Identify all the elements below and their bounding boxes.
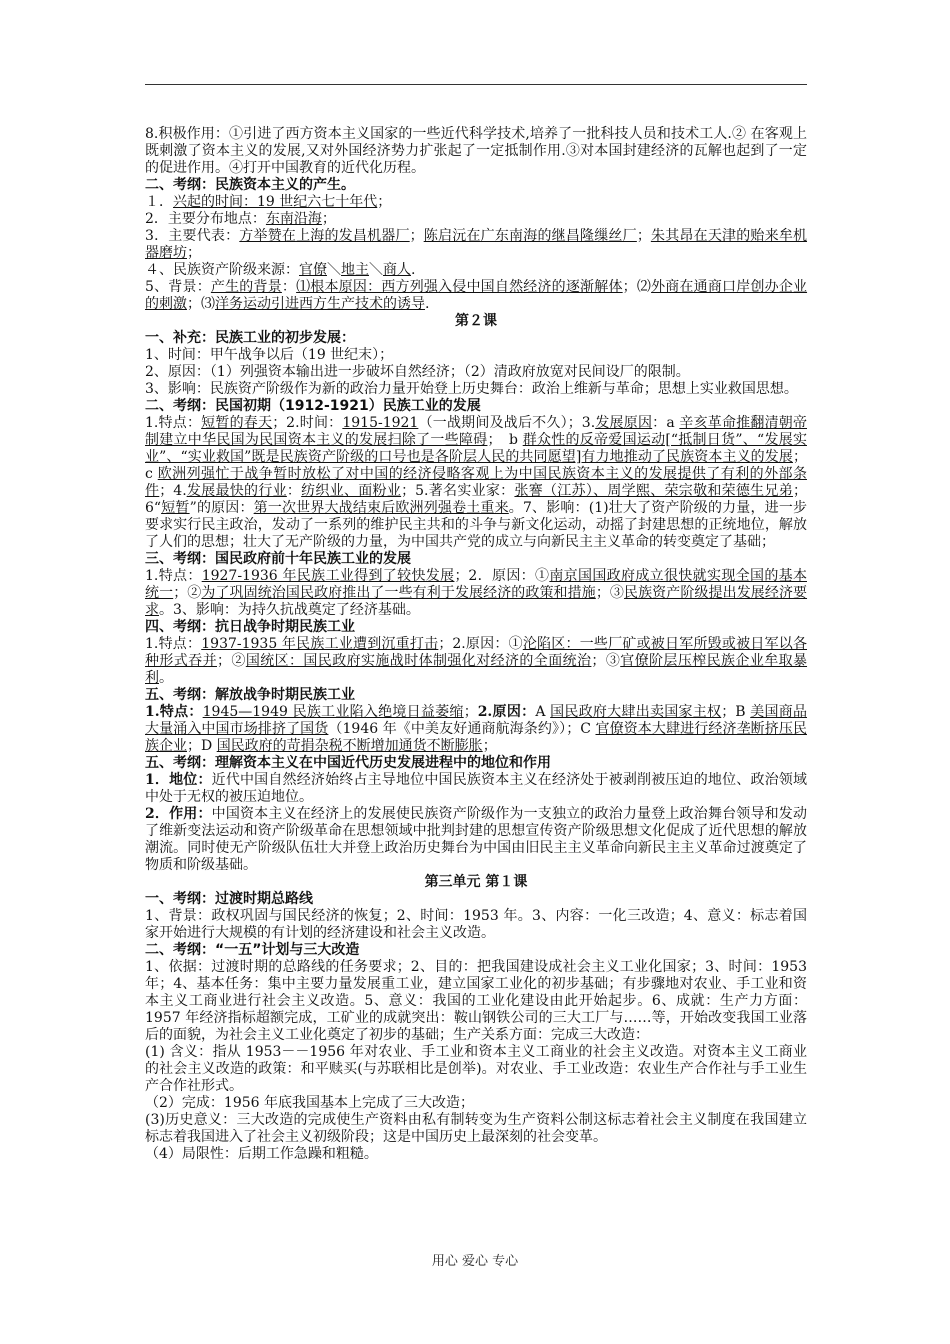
text-run: 二、考纲：民国初期（1912-1921）民族工业的发展 (145, 398, 481, 414)
text-run: 。3、影响：为持久抗战奠定了经济基础。 (159, 602, 420, 618)
text-run: （2）完成：1956 年底我国基本上完成了三大改造； (145, 1095, 474, 1111)
lesson-title (145, 313, 807, 330)
text-run: １． (145, 194, 173, 210)
text-run: 三、考纲：国民政府前十年民族工业的发展 (145, 551, 411, 567)
text-run: 国民政府的苛捐杂税不断增加通货不断膨胀 (216, 738, 483, 754)
text-run: 四、考纲：抗日战争时期民族工业 (145, 619, 355, 635)
text-run: 方举赞在上海的发昌机器厂 (239, 228, 410, 244)
text-run: 2．作用： (145, 806, 212, 822)
text-run: 朱其昂在天津的贻来牟机器磨坊 (145, 228, 808, 261)
text-run: . (425, 296, 430, 312)
text-run: ； (187, 245, 201, 261)
text-run: ＼ (369, 262, 383, 278)
text-run: (3)历史意义：三大改造的完成使生产资料由私有制转变为生产资料公制这标志着社会主义制度在我国建立标志着我国进入了社会主义初级阶段；这是中国历史上最深刻的社会变革。 (145, 1112, 807, 1145)
section-heading (145, 619, 807, 636)
section-heading (145, 687, 807, 704)
text-run: ； (482, 738, 497, 754)
text-run: 官僚资本大肆进行经济垄断挤压民族企业 (145, 721, 807, 754)
text-run: 1945—1949 民族工业陷入绝境日益萎缩 (202, 704, 464, 720)
text-run: ；2.时间： (272, 415, 343, 431)
text-run: ： (281, 279, 297, 295)
section-heading (145, 891, 807, 908)
text-run: ：a (652, 415, 680, 431)
text-run: ；c (145, 449, 807, 482)
text-run: 国统区：国民政府实施战时体制强化对经济的全面统治 (245, 653, 592, 669)
text-run: 五、考纲：解放战争时期民族工业 (145, 687, 355, 703)
text-run: ；D (187, 738, 217, 754)
text-run: 1.特点： (145, 568, 202, 584)
paragraph (145, 1146, 807, 1163)
paragraph (145, 279, 807, 313)
text-run: 美国商品大量涌入中国市场排挤了国货 (145, 704, 808, 737)
paragraph (145, 228, 807, 262)
text-run: 1．地位： (145, 772, 212, 788)
text-run: (1) 含义：指从 1953－－1956 年对农业、手工业和资本主义工商业的社会主义改造。对资本主义工商业的社会主义改造的政策：和平赎买(与苏联相比是创举)。对农业、手工业改造：农业生产合作社与手工业生产合作社形式。 (145, 1044, 807, 1094)
text-run: 为了巩固统治国民政府推出了一些有利于发展经济的政策和措施 (201, 585, 596, 601)
text-run: 东南沿海 (265, 211, 322, 227)
text-run: 1.特点： (145, 415, 202, 431)
text-run: 欧洲列强忙于战争暂时放松了对中国的经济侵略客观上为中国民族资本主义的发展提供了有利的外部条件 (145, 466, 807, 499)
paragraph (145, 194, 807, 211)
section-heading (145, 942, 807, 959)
paragraph (145, 772, 807, 806)
section-heading (145, 330, 807, 347)
page-footer: 用心 爱心 专心 (431, 1254, 519, 1269)
paragraph (145, 347, 807, 364)
paragraph (145, 415, 807, 551)
text-run: 陈启沅在广东南海的继昌隆缫丝厂 (423, 228, 637, 244)
text-run: ；⑵ (622, 279, 652, 295)
text-run: 。 (159, 670, 173, 686)
text-run: 五、考纲：理解资本主义在中国近代历史发展进程中的地位和作用 (145, 755, 551, 771)
text-run: 发展最快的行业 (186, 483, 287, 499)
section-heading (145, 177, 807, 194)
text-run: . (411, 262, 416, 278)
text-run: 1937-1935 年民族工业遭到沉重打击 (201, 636, 439, 652)
text-run: ；2．原因：① (454, 568, 550, 584)
paragraph (145, 262, 807, 279)
text-run: 张謇（江苏）、周学熙、荣宗敬和荣德生兄弟 (514, 483, 794, 499)
text-run: 南京国国政府成立很快就实现全国的基本统一 (145, 568, 807, 601)
text-run: ： (286, 483, 302, 499)
text-run: 兴起的时间： (173, 194, 257, 210)
text-run: ； (463, 704, 478, 720)
text-run: 商人 (383, 262, 411, 278)
paragraph (145, 636, 807, 687)
text-run: 8.积极作用：①引进了西方资本主义国家的一些近代科学技术,培养了一批科技人员和技术工人.② 在客观上既刺激了资本主义的发展,又对外国经济势力扩张起了一定抵制作用.③对本国封建经济的瓦解也起到了一定的促进作用。④打开中国教育的近代化历程。 (145, 126, 807, 176)
text-run: ；2.原因：① (438, 636, 523, 652)
text-run: ；6“ (145, 483, 808, 516)
text-run: 2、原因：（1）列强资本输出进一步破坏自然经济；（2）清政府放宽对民间设厂的限制。 (145, 364, 690, 380)
paragraph (145, 568, 807, 619)
text-run: 国民政府大肆出卖国家主权 (550, 704, 722, 720)
text-run: 短暂 (161, 500, 190, 516)
text-run: 一、考纲：过渡时期总路线 (145, 891, 313, 907)
text-run: A (535, 704, 551, 720)
text-run: 二、考纲：民族资本主义的产生。 (145, 177, 355, 193)
text-run: 外商在通商口岸创办企业的刺激 (145, 279, 808, 312)
text-run: 中国资本主义在经济上的发展使民族资产阶级作为一支独立的政治力量登上政治舞台领导和发动了维新变法运动和资产阶级革命在思想领域中批判封建的思想宣传资产阶级思想文化促成了近代思想的解放潮流。同时使无产阶级队伍壮大并登上政治历史舞台为中国由旧民主主义革命向新民主主义革命过渡奠定了物质和阶级基础。 (145, 806, 807, 873)
text-run: （一战期间及战后不久）；3. (418, 415, 596, 431)
text-run: ； (321, 211, 336, 227)
paragraph (145, 806, 807, 874)
text-run: 2.原因： (477, 704, 536, 720)
text-run: 1927-1936 年民族工业得到了较快发展 (201, 568, 455, 584)
paragraph (145, 704, 807, 755)
text-run: 第一次世界大战结束后欧洲列强卷土重来 (253, 500, 509, 516)
paragraph (145, 1112, 807, 1146)
text-run: 3、影响：民族资产阶级作为新的政治力量开始登上历史舞台：政治上维新与革命；思想上实业救国思想。 (145, 381, 798, 397)
text-run: ；③ (595, 585, 624, 601)
paragraph (145, 1044, 807, 1095)
header-rule (145, 84, 807, 85)
text-run: 3．主要代表： (145, 228, 240, 244)
section-heading (145, 755, 807, 772)
text-run: 1.特点： (145, 704, 203, 720)
section-heading (145, 398, 807, 415)
text-run: 洋务运动引进西方生产技术的诱导 (215, 296, 425, 312)
text-run: ；B (721, 704, 751, 720)
text-run: 民族资产阶级提出发展经济要求 (145, 585, 808, 618)
text-run: （1946 年《中美友好通商航海条约》）；C (328, 721, 596, 737)
text-run: 近代中国自然经济始终占主导地位中国民族资本主义在经济处于被剥削被压迫的地位、政治领域中处于无权的被压迫地位。 (145, 772, 807, 805)
paragraph (145, 959, 807, 1044)
text-run: 第２课 (455, 313, 497, 329)
text-run: 短暂的春天 (201, 415, 273, 431)
paragraph (145, 126, 807, 177)
text-run: 一、补充：民族工业的初步发展： (145, 330, 355, 346)
lesson-title (145, 874, 807, 891)
text-run: ；5.著名实业家： (401, 483, 515, 499)
text-run: 发展原因 (595, 415, 653, 431)
text-run: ＼ (327, 262, 341, 278)
text-run: 1.特点： (145, 636, 202, 652)
text-run: ； (409, 228, 424, 244)
text-run: ；⑶ (187, 296, 215, 312)
text-run: ； b (487, 432, 523, 448)
text-run: 二、考纲：“一五”计划与三大改造 (145, 942, 360, 958)
text-run: ”的原因： (189, 500, 254, 516)
text-run: 2．主要分布地点： (145, 211, 266, 227)
paragraph (145, 211, 807, 228)
text-run: 群众性的反帝爱国运动[“抵制日货”、“发展实业”、“实业救国”既是民族资产阶级的口号也是各阶层人民的共同愿望]有力地推动了民族资本主义的发展 (145, 432, 807, 465)
text-run: 5、背景： (145, 279, 211, 295)
section-heading (145, 551, 807, 568)
document-body (145, 126, 807, 1163)
text-run: 第三单元 第１课 (424, 874, 528, 890)
paragraph (145, 364, 807, 381)
text-run: 19 世纪六七十年代 (257, 194, 378, 210)
text-run: （4）局限性：后期工作急躁和粗糙。 (145, 1146, 378, 1162)
text-run: ⑴根本原因：西方列强入侵中国自然经济的逐渐解体 (296, 279, 623, 295)
text-run: 纺织业、面粉业 (301, 483, 402, 499)
text-run: 官僚 (299, 262, 327, 278)
text-run: 沦陷区：一些厂矿或被日军所毁或被日军以各种形式吞并 (145, 636, 808, 669)
text-run: ； (377, 194, 392, 210)
text-run: 官僚阶层压榨民族企业牟取暴利 (145, 653, 808, 686)
text-run: ；③ (591, 653, 621, 669)
text-run: ４、民族资产阶级来源： (145, 262, 299, 278)
text-run: 1915-1921 (342, 415, 419, 431)
text-run: 产生的背景 (210, 279, 282, 295)
text-run: 1、依据：过渡时期的总路线的任务要求；2、目的：把我国建设成社会主义工业化国家；3、时间：1953 年；4、基本任务：集中主要力量发展重工业，建立国家工业化的初步基础；有步骤地对农业、手工业和资本主义工商业进行社会主义改造。5、意义：我国的工业化建设由此开始起步。6、成就：生产力方面：1957 年经济指标超额完成，工矿业的成就突出：鞍山钢铁公司的三大工厂与……等，开始改变我国工业落后的面貌，为社会主义工业化奠定了初步的基础；生产关系方面：完成三大改造： (145, 959, 807, 1043)
text-run: 1、背景：政权巩固与国民经济的恢复；2、时间：1953 年。3、内容：一化三改造；4、意义：标志着国家开始进行大规模的有计划的经济建设和社会主义改造。 (145, 908, 807, 941)
text-run: 辛亥革命推翻清朝帝制建立中华民国为民国资本主义的发展扫除了一些障碍 (145, 415, 807, 448)
text-run: ；② (173, 585, 202, 601)
text-run: ；② (217, 653, 246, 669)
text-run: ； (636, 228, 651, 244)
text-run: 1、时间：甲午战争以后（19 世纪末）； (145, 347, 394, 363)
text-run: ；4. (159, 483, 187, 499)
paragraph (145, 381, 807, 398)
text-run: 地主 (341, 262, 369, 278)
paragraph (145, 1095, 807, 1112)
text-run: 。7、影响：(1)壮大了资产阶级的力量，进一步要求实行民主政治，发动了一系列的维护民主共和的斗争与新文化运动，动摇了封建思想的正统地位，解放了人们的思想；壮大了无产阶级的力量，为中国共产党的成立与向新民主主义革命的转变奠定了基础； (145, 500, 807, 550)
paragraph (145, 908, 807, 942)
